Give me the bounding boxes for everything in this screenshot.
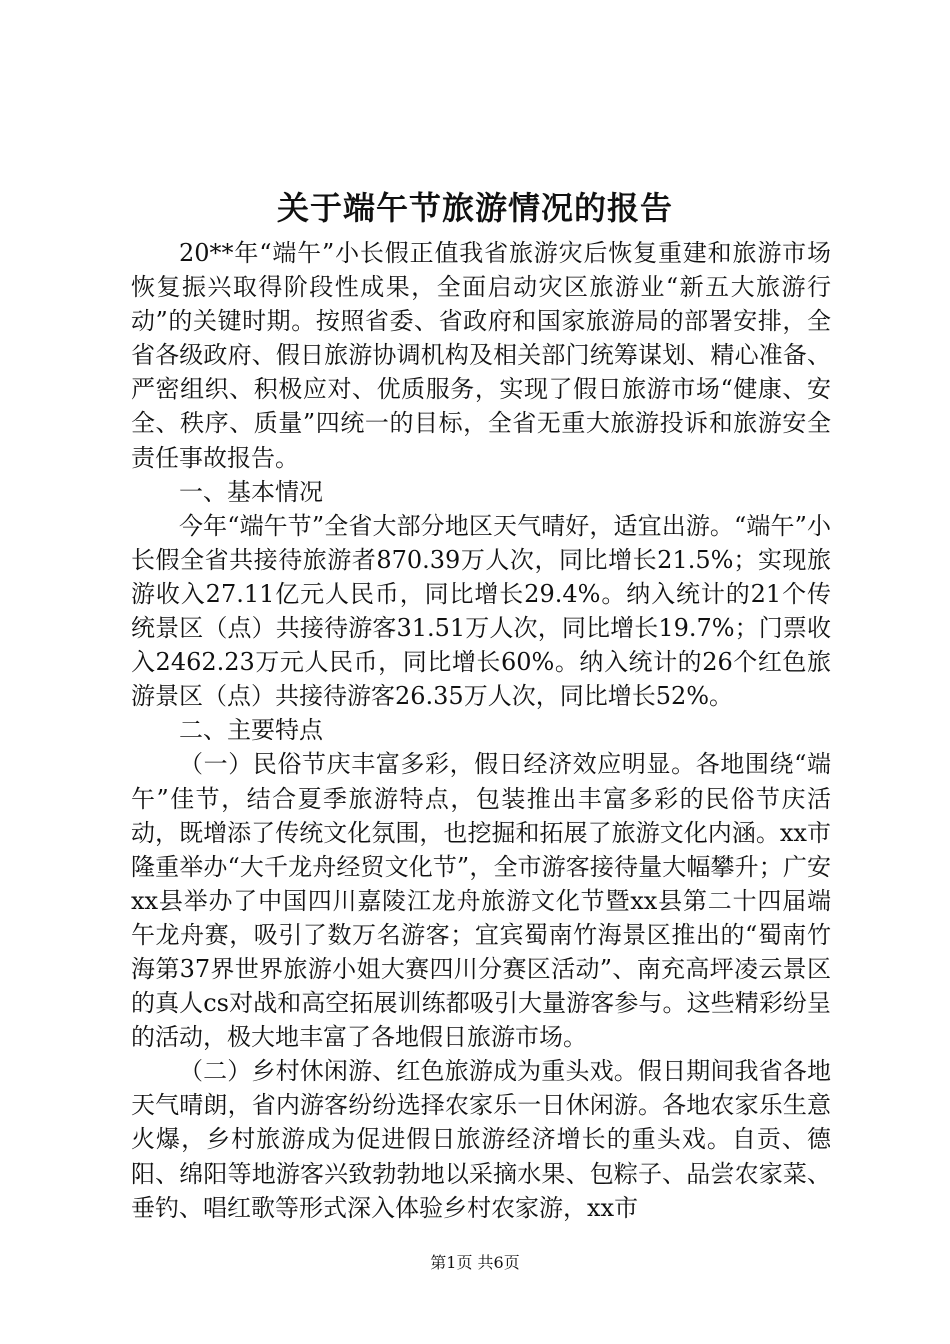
page-footer: 第1页 共6页 — [430, 1253, 520, 1272]
feature-paragraph-rural-tourism: （二）乡村休闲游、红色旅游成为重头戏。假日期间我省各地天气晴朗，省内游客纷纷选择农家乐一日休闲游。各地农家乐生意火爆，乡村旅游成为促进假日旅游经济增长的重头戏。自贡、德阳、绵阳等地游客兴致勃勃地以采摘水果、包粽子、品尝农家菜、垂钓、唱红歌等形式深入体验乡村农家游，xx市 — [131, 1057, 831, 1222]
document-title: 关于端午节旅游情况的报告 — [276, 189, 673, 227]
feature-paragraph-folk-festivals: （一）民俗节庆丰富多彩，假日经济效应明显。各地围绕“端午”佳节，结合夏季旅游特点，包装推出丰富多彩的民俗节庆活动，既增添了传统文化氛围，也挖掘和拓展了旅游文化内涵。xx市隆重举办“大千龙舟经贸文化节”，全市游客接待量大幅攀升；广安xx县举办了中国四川嘉陵江龙舟旅游文化节暨xx县第二十四届端午龙舟赛，吸引了数万名游客；宜宾蜀南竹海景区推出的“蜀南竹海第37界世界旅游小姐大赛四川分赛区活动”、南充高坪凌云景区的真人cs对战和高空拓展训练都吸引大量游客参与。这些精彩纷呈的活动，极大地丰富了各地假日旅游市场。 — [131, 750, 831, 1052]
section-heading-main-features: 二、主要特点 — [179, 716, 323, 745]
basic-situation-paragraph: 今年“端午节”全省大部分地区天气晴好，适宜出游。“端午”小长假全省共接待旅游者870.39万人次，同比增长21.5%；实现旅游收入27.11亿元人民币，同比增长29.4%。纳入统计的21个传统景区（点）共接待游客31.51万人次，同比增长19.7%；门票收入2462.23万元人民币，同比增长60%。纳入统计的26个红色旅游景区（点）共接待游客26.35万人次，同比增长52%。 — [131, 511, 831, 711]
section-heading-basic-situation: 一、基本情况 — [179, 477, 323, 506]
document-body — [131, 236, 831, 1225]
intro-paragraph: 20**年“端午”小长假正值我省旅游灾后恢复重建和旅游市场恢复振兴取得阶段性成果，全面启动灾区旅游业“新五大旅游行动”的关键时期。按照省委、省政府和国家旅游局的部署安排，全省各级政府、假日旅游协调机构及相关部门统筹谋划、精心准备、严密组织、积极应对、优质服务，实现了假日旅游市场“健康、安全、秩序、质量”四统一的目标，全省无重大旅游投诉和旅游安全责任事故报告。 — [131, 239, 831, 472]
